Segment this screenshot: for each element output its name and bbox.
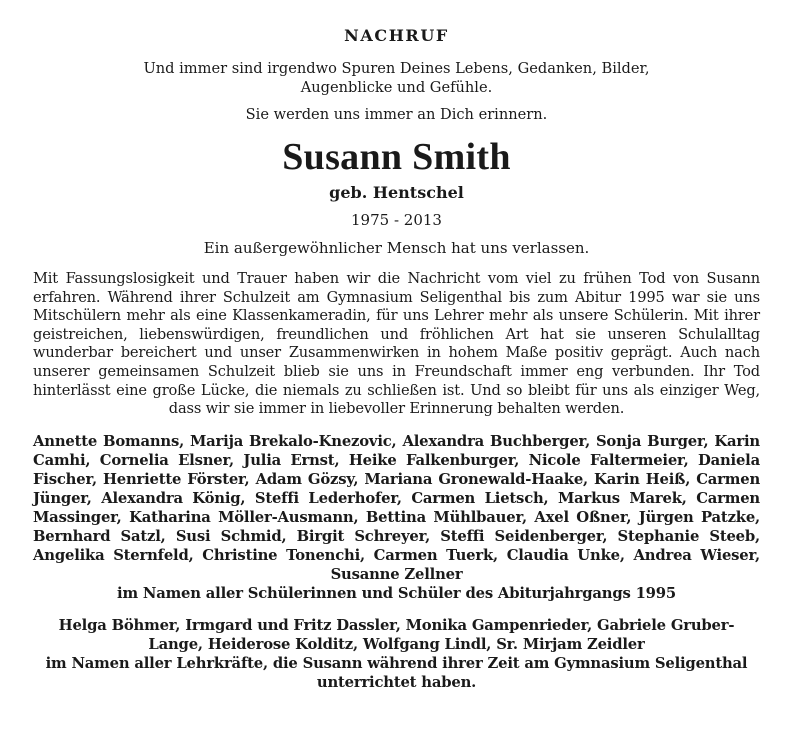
tagline: Ein außergewöhnlicher Mensch hat uns verlassen. [203,239,590,257]
teachers-signature-line: im Namen aller Lehrkräfte, die Susann während ihrer Zeit am Gymnasium Seligenthal unterrichtet haben. [45,654,748,691]
students-signature-line: im Namen aller Schülerinnen und Schüler des Abiturjahrgangs 1995 [117,584,676,602]
obituary-body: Mit Fassungslosigkeit und Trauer haben wir die Nachricht vom viel zu frühen Tod von Susann erfahren. Während ihrer Schulzeit am Gymnasium Seligenthal bis zum Abitur 1995 war sie uns Mitschülern mehr als eine Klassenkameradin, für uns Lehrer mehr als unsere Schülerin. Mit ihrer geistreichen, liebenswürdigen, freundlichen und fröhlichen Art hat sie unseren Schulalltag wunderbar bereichert und unser Zusammenwirken in hohem Maße positiv geprägt. Auch nach unserer gemeinsamen Schulzeit blieb sie uns in Freundschaft immer eng verbunden. Ihr Tod hinterlässt eine große Lücke, die niemals zu schließen ist. Und so bleibt für uns als einziger Weg, dass wir sie immer in liebevoller Erinnerung behalten werden. [33,270,760,418]
notice-heading: NACHRUF [344,26,449,45]
deceased-name: Susann Smith [282,136,511,178]
life-years: 1975 - 2013 [351,211,442,229]
memorial-quote-line2: Sie werden uns immer an Dich erinnern. [245,106,548,123]
teachers-signatures [33,616,760,692]
memorial-quote: Und immer sind irgendwo Spuren Deines Lebens, Gedanken, Bilder, Augenblicke und Gefühle. [143,60,650,96]
maiden-name: geb. Hentschel [329,183,464,202]
teachers-names: Helga Böhmer, Irmgard und Fritz Dassler, Monika Gampenrieder, Gabriele Gruber-Lange, Heiderose Kolditz, Wolfgang Lindl, Sr. Mirjam Zeidler [58,616,735,653]
students-names: Annette Bomanns, Marija Brekalo-Knezovic, Alexandra Buchberger, Sonja Burger, Karin Camhi, Cornelia Elsner, Julia Ernst, Heike Falkenburger, Nicole Faltermeier, Daniela Fischer, Henriette Förster, Adam Gözsy, Mariana Gronewald-Haake, Karin Heiß, Carmen Jünger, Alexandra König, Steffi Lederhofer, Carmen Lietsch, Markus Marek, Carmen Massinger, Katharina Möller-Ausmann, Bettina Mühlbauer, Axel Oßner, Jürgen Patzke, Bernhard Satzl, Susi Schmid, Birgit Schreyer, Steffi Seidenberger, Stephanie Steeb, Angelika Sternfeld, Christine Tonenchi, Carmen Tuerk, Claudia Unke, Andrea Wieser, Susanne Zellner [33,432,760,583]
students-signatures [33,432,760,603]
